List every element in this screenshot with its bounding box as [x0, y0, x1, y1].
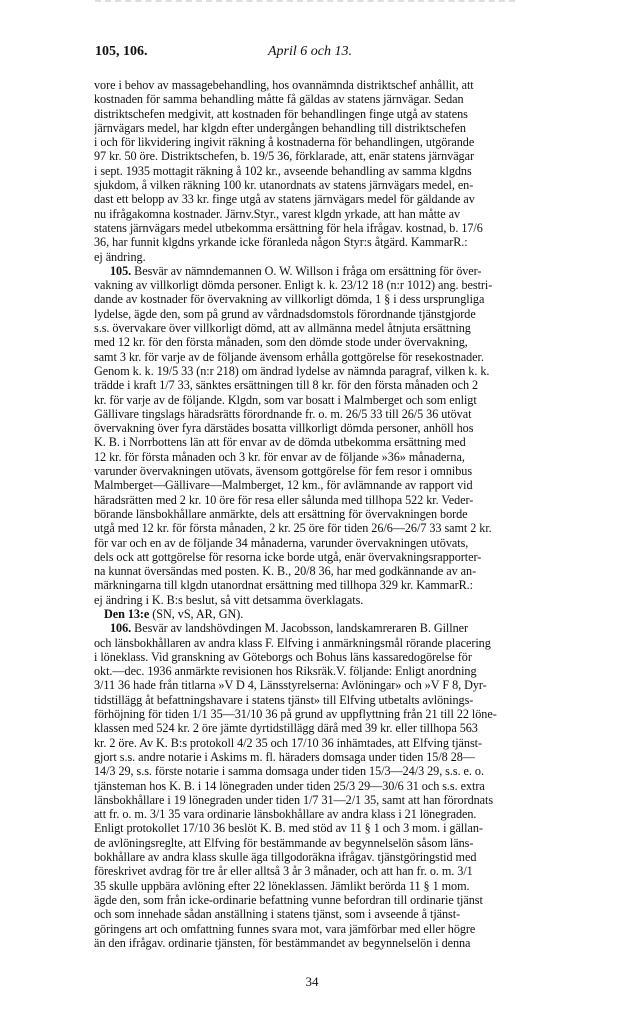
text-line: övervakning över fyra därstädes bosatta villkorligt dömda personer, anhöll hos — [94, 421, 474, 436]
text-line: ägde den, som från icke-ordinarie befattning vunne befordran till ordinarie tjänst — [94, 892, 483, 907]
text-line: varunder övervakningen utövats, ävensom gottgörelse för fem resor i omnibus — [94, 464, 473, 479]
text-line: och som innehade sådan anställning i statens tjänst, som i avseende å tjänst- — [94, 907, 461, 922]
text-line: med 12 kr. för den första månaden, som den dömde stode under övervakning, — [94, 335, 468, 350]
scan-top-edge — [95, 0, 515, 7]
text-line: järnvägars medel, har klgdn efter undergången behandling till distriktschefen — [94, 120, 466, 135]
text-line: kr. 2 öre. Av K. B:s protokoll 4/2 35 och 17/10 36 inhämtades, att Elfving tjänst- — [94, 735, 482, 750]
text-line: Genom k. k. 19/5 33 (n:r 218) om ändrad lydelse av nämnda paragraf, vilken k. k. — [94, 363, 490, 378]
text-line: tidstillägg åt befattningshavare i statens tjänst» till Elfving utbetalts avlönings- — [94, 692, 474, 707]
text-line: na kunnat översändas med posten. K. B., 20/8 36, har med godkännande av an- — [94, 564, 477, 579]
text-line: K. B. i Norrbottens län att för envar av de dömda utbekomma ersättning med — [94, 435, 466, 450]
text-line: ej ändring. — [94, 249, 146, 264]
text-line: att fr. o. m. 3/1 35 vara ordinarie länsbokhållare av andra klass i 21 lönegraden. — [94, 807, 477, 822]
text-line: 105. Besvär av nämndemannen O. W. Willson i fråga om ersättning för över- — [110, 263, 482, 278]
text-line: statens järnvägars medel utbekomma ersättning för hela ifrågav. kostnad, b. 17/6 — [94, 220, 483, 235]
text-line: 36, har funnit klgdns yrkande icke föranleda någon Styr:s åtgärd. KammarR.: — [94, 235, 468, 250]
running-header — [95, 44, 525, 64]
text-line: lydelse, ägde den, som på grund av vårdnadsdomstols förordnande tjänstgjorde — [94, 306, 476, 321]
text-line: dast ett belopp av 33 kr. finge utgå av statens järnvägars medel för gäldande av — [94, 192, 475, 207]
text-line: Den 13:e (SN, vS, AR, GN). — [104, 606, 244, 621]
text-line: än den ifrågav. ordinarie tjänsten, för bestämmandet av begynnelselön i denna — [94, 935, 471, 950]
text-line: s.s. övervakare över villkorligt dömd, att av allmänna medel åtnjuta ersättning — [94, 321, 471, 336]
text-line: gjort s.s. andre notarie i Askims m. fl. häraders domsaga under tiden 15/8 28— — [94, 749, 475, 764]
text-line: kostnaden för samma behandling måtte få gäldas av statens järnvägar. Sedan — [94, 92, 464, 107]
section-numbers: 105, 106. — [95, 44, 148, 59]
text-line: 106. Besvär av landshövdingen M. Jacobsson, landskamreraren B. Gillner — [110, 621, 468, 636]
text-line: häradsrätten med 2 kr. 10 öre för resa eller sålunda med tillhopa 522 kr. Veder- — [94, 492, 474, 507]
text-line: kr. för varje av de följande. Klgdn, som var bosatt i Malmberget och som enligt — [94, 392, 477, 407]
text-line: dande av kostnader för övervakning av villkorligt dömda, 1 § i dess ursprungliga — [94, 292, 485, 307]
text-line: vore i behov av massagebehandling, hos ovannämnda distriktschef anhållit, att — [94, 78, 474, 92]
body-text — [94, 78, 528, 950]
text-line: 12 kr. för första månaden och 3 kr. för envar av de följande »36» månaderna, — [94, 449, 465, 464]
text-line: samt 3 kr. för varje av de följande ävensom erhålla gottgörelse för resekostnader. — [94, 349, 484, 364]
text-line: dels ock att gottgörelse för resorna icke borde utgå, enär övervakningsrapporter- — [94, 549, 482, 564]
text-line: trädde i kraft 1/7 33, sänktes ersättningen till 8 kr. för den första månaden och 2 — [94, 378, 479, 393]
text-line: börande länsbokhållare anmärkte, dels att ersättning för övervakningen borde — [94, 506, 468, 521]
text-line: tjänsteman hos K. B. i 14 lönegraden under tiden 25/3 29—30/6 31 och s.s. extra — [94, 778, 485, 793]
text-line: nu ifrågakomna kostnader. Järnv.Styr., varest klgdn yrkade, att han måtte av — [94, 206, 461, 221]
text-line: klassen med 524 kr. 2 öre jämte dyrtidstillägg därå med 39 kr. eller tillhopa 563 — [94, 721, 478, 736]
text-line: Gällivare tingslags häradsrätts förordnande fr. o. m. 26/5 33 till 26/5 36 utövat — [94, 406, 472, 421]
text-line: de avlöningsreglte, att Elfving för bestämmande av begynnelselön såsom läns- — [94, 835, 474, 850]
text-line: och länsbokhållaren av andra klass F. Elfving i anmärkningsmål rörande placering — [94, 635, 491, 650]
header-date: April 6 och 13. — [268, 44, 352, 59]
text-line: sjukdom, å vilken räkning 100 kr. utanordnats av statens järnvägars medel, en- — [94, 178, 474, 193]
text-line: märkningarna till klgdn utanordnat ersättning med tillhopa 329 kr. KammarR.: — [94, 578, 474, 593]
text-line: 35 skulle uppbära avlöning efter 22 löneklassen. Jämlikt berörda 11 § 1 mom. — [94, 878, 470, 893]
text-line: i löneklass. Vid granskning av Göteborgs och Bohus läns kassaredogörelse för — [94, 649, 472, 664]
text-line: 3/11 36 hade från titlarna »V D 4, Länsstyrelserna: Avlöningar» och »V F 8, Dyr- — [94, 678, 487, 693]
text-line: förhöjning för tiden 1/1 35—31/10 36 på grund av uppflyttning från 21 till 22 löne- — [94, 707, 497, 722]
text-line: ej ändring i K. B:s beslut, så vitt detsamma överklagats. — [94, 592, 364, 607]
text-line: i sept. 1935 mottagit räkning å 102 kr., avseende behandling av samma klgdns — [94, 163, 472, 178]
page-number: 34 — [305, 974, 319, 989]
text-line: utgå med 12 kr. för första månaden, 2 kr. 25 öre för tiden 26/6—26/7 33 samt 2 kr. — [94, 521, 492, 536]
text-line: 97 kr. 50 öre. Distriktschefen, b. 19/5 36, förklarade, att, enär statens järnvägar — [94, 149, 474, 164]
text-line: Malmberget—Gällivare—Malmberget, 12 km., för avlämnande av rapport vid — [94, 478, 473, 493]
text-line: i och för likvidering ingivit räkning å kostnaderna för behandlingen, utgörande — [94, 135, 475, 150]
text-line: för var och en av de följande 34 månaderna, varunder övervakningen utövats, — [94, 535, 469, 550]
text-line: Enligt protokollet 17/10 36 beslöt K. B. med stöd av 11 § 1 och 3 mom. i gällan- — [94, 821, 483, 836]
text-line: 14/3 29, s.s. förste notarie i samma domsaga under tiden 15/3—24/3 29, s.s. e. o. — [94, 764, 484, 779]
text-line: okt.—dec. 1936 anmärkte revisionen hos Riksräk.V. följande: Enligt anordning — [94, 664, 477, 679]
text-line: distriktschefen medgivit, att kostnaden för behandlingen finge utgå av statens — [94, 106, 468, 121]
text-line: länsbokhållare i 19 lönegraden under tiden 1/7 31—2/1 35, samt att han förordnats — [94, 792, 494, 807]
text-line: bokhållare av andra klass skulle äga tillgodoräkna ifrågav. tjänstgöringstid med — [94, 850, 477, 865]
text-line: göringens art och omfattning funnes svara mot, vara jämförbar med eller högre — [94, 921, 476, 936]
text-line: föreskrivet avdrag för tre år eller alltså 3 år 3 månader, och att han fr. o. m. 3/1 — [94, 864, 473, 879]
text-line: vakning av villkorligt dömda personer. Enligt k. k. 23/12 18 (n:r 1012) ang. bestri- — [94, 278, 493, 293]
